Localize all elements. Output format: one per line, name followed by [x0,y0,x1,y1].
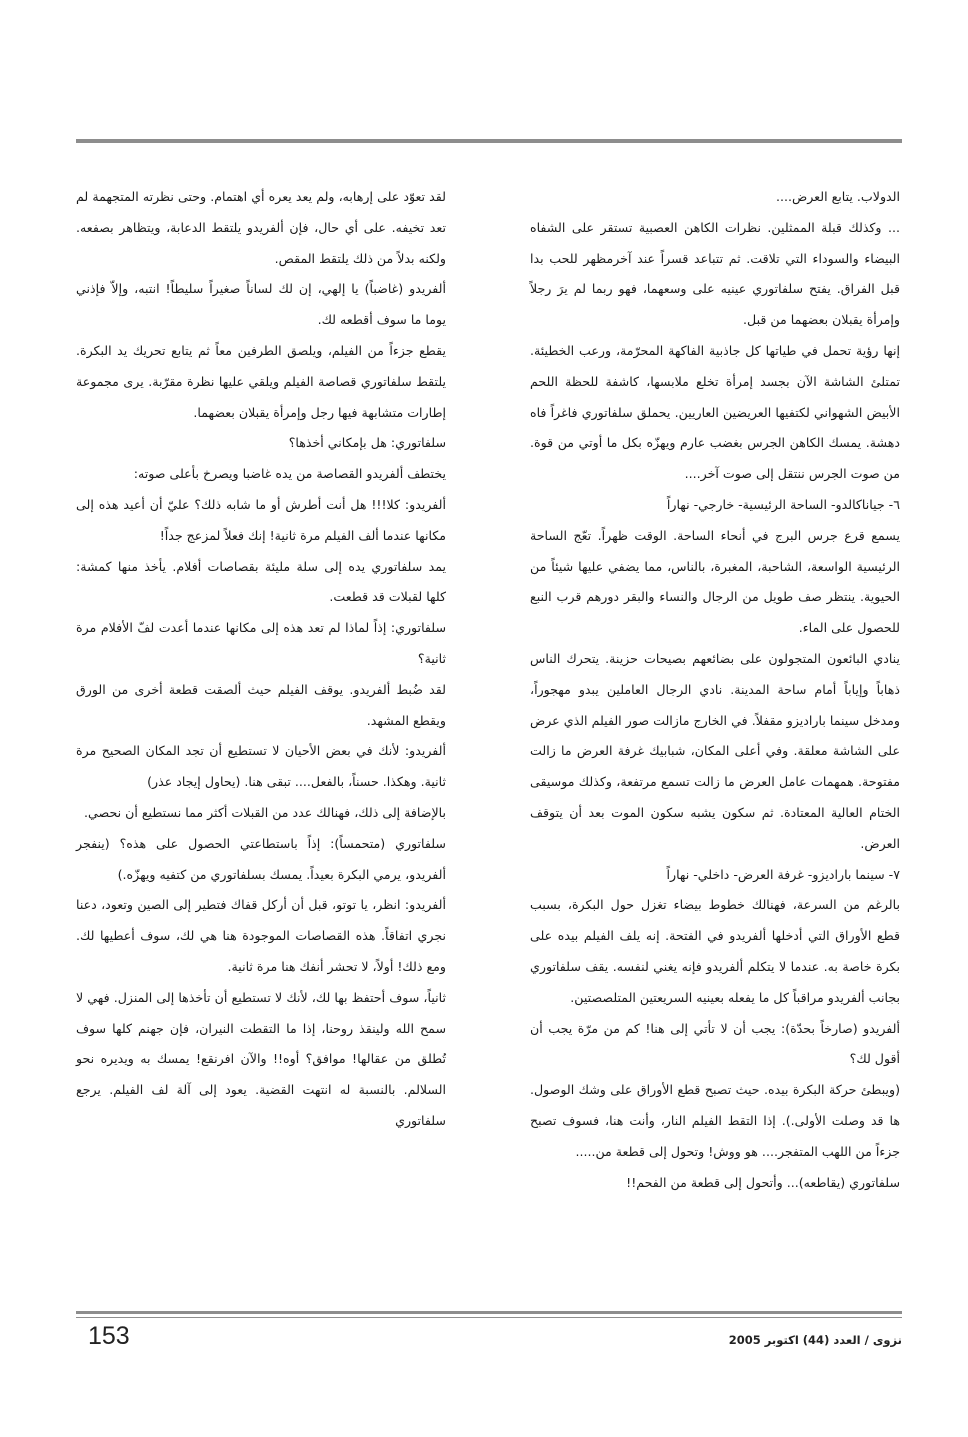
footer-rule [76,1311,902,1314]
scene-heading: ٧- سينما باراديزو- غرفة العرض- داخلي- نهاراً [666,866,900,882]
paragraph: لقد ضُبط ألفريدو. يوقف الفيلم حيث ألصقت قطعة أخرى من الورق ويقطع المشهد. [76,681,446,728]
top-rule [76,139,902,143]
paragraph: ألفريدو: لأنك في بعض الأحيان لا تستطيع أن تجد المكان الصحيح مرة ثانية. وهكذا. حسناً، بالفعل.... تبقى هنا. (يحاول إيجاد عذر) [76,743,446,790]
paragraph: بالرغم من السرعة، فهنالك خطوط بيضاء تغزل حول البكرة، بسبب قطع الأوراق التي أدخلها ألفريدو في الفتحة. إنه يلف الفيلم بيده على بكرة خاصة به. عندما لا يتكلم ألفريدو فإنه يغني لنفسه. يقف سلفاتوري بجانب ألفريدو مراقباً كل ما يفعله بعينيه السريعتين المتلصصتين. [530,897,900,1005]
issue-footer: نزوى / العدد (44) اكتوبر 2005 [728,1333,902,1347]
paragraph: ألفريدو (صارخاً بحدّة): يجب أن لا تأتي إلى هنا! كم من مرّة يجب أن أقول لك؟ [530,1020,900,1067]
paragraph: يسمع قرع جرس البرج في أنحاء الساحة. الوقت ظهراً. تعّج الساحة الرئيسية الواسعة، الشاحبة، المغبرة، بالناس، مما يضفي عليها شيئاً من الحيوية. ينتظر صف طويل من الرجال والنساء والبقر دورهم قرب النبع للحصول على الماء. [530,527,900,636]
paragraph: سلفاتوري: إذاً لماذا لم تعد هذه إلى مكانها عندما أعدت لفّ الأفلام مرة ثانية؟ [76,620,446,666]
article-column-right [530,182,900,1198]
paragraph: سلفاتوري (متحمساً): إذاً باستطاعتي الحصول على هذه؟ (ينفجر ألفريدو، يرمي البكرة بعيداً. يمسك بسلفاتوري من كتفيه ويهزّه.) [76,835,446,882]
paragraph: يقطع جزءاً من الفيلم، ويلصق الطرفين معاً ثم يتابع تحريك يد البكرة. يلتقط سلفاتوري قصاصة الفيلم ويلقي عليها نظرة مقرّبة. يرى مجموعة إطارات متشابهة فيها رجل وإمرأة يقبلان بعضهما. [76,342,446,420]
paragraph: ألفريدو: كلا!!! هل أنت أطرش أو ما شابه ذلك؟ عليّ أن أعيد هذه إلى مكانها عندما ألف الفيلم مرة ثانية! إنك فعلاً لمزعج جداً! [76,496,446,543]
paragraph: سلفاتوري (يقاطعه)... وأتحول إلى قطعة من الفحم!! [626,1174,900,1190]
paragraph: سلفاتوري: هل بإمكاني أخذها؟ [288,435,446,451]
paragraph: يختطف ألفريدو القصاصة من يده غاضبا ويصرخ بأعلى صوته: [133,466,446,482]
paragraph: بالإضافة إلى ذلك، فهنالك عدد من القبلات أكثر مما نستطيع أن نحصي. [84,804,446,820]
paragraph: إنها رؤية تحمل في طياتها كل جاذبية الفاكهة المحرّمة، ورعب الخطيئة. تمتلئ الشاشة الآن بجسد إمرأة تخلع ملابسها، كاشفة للحظة اللحم الأبيض الشهواني لكتفيها العريضين العاريين. يحملق سلفاتوري فاغراً فاه دهشة. يمسك الكاهن الجرس بغضب عارم ويهزّه بكل ما أوتي من قوة. من صوت الجرس ننتقل إلى صوت آخر.... [530,342,900,482]
article-column-left [76,182,446,1137]
paragraph: ألفريدو: انظر، يا توتو، قبل أن أركل قفاك فتطير إلى الصين وتعود، دعنا نجري اتفاقاً. هذه القصاصات الموجودة هنا هي لك، سوف أعطيها لك. ومع ذلك! أولاً، لا تحشر أنفك هنا مرة ثانية. [76,897,446,974]
paragraph: ... وكذلك قبلة الممثلين. نظرات الكاهن العصبية تستقر على الشفاه البيضاء والسوداء التي تلاقت. ثم تتباعد قسراً عند آخرمظهر للحب بدا قبل الفراق. يفتح سلفاتوري عينيه على وسعهما، فهو ربما لم يرَ رجلاً وإمرأة يقبلان بعضهما من قبل. [530,219,900,328]
paragraph: يمد سلفاتوري يده إلى سلة مليئة بقصاصات أفلام. يأخذ منها كمشة: كلها لقبلات قد قطعت. [76,558,446,605]
paragraph: ثانياً، سوف أحتفظ بها لك، لأنك لا تستطيع أن تأخذها إلى المنزل. فهي لا سمح الله ولينقذ روحنا، إذا ما التقطت النيران، فإن جهنم كلها سوف تُطلق من عقالها! موافق؟ أوه!! والآن افرنقع! يمسك به ويديره نحو السلالم. بالنسبة له انتهت القضية. يعود إلى آلة لف الفيلم. يرجع سلفاتوري [76,989,446,1128]
paragraph: ينادي البائعون المتجولون على بضائعهم بصيحات حزينة. يتحرك الناس ذهاباً وإياباً أمام ساحة المدينة. نادي الرجال العاملين يبدو مهجوراً، ومدخل سينما باراديزو مقفلاً. في الخارج مازالت صور الفيلم الذي عرض على الشاشة معلقة. وفي أعلى المكان، شبابيك غرفة العرض ما زالت مفتوحة. همهمات عامل العرض ما زالت تسمع مرتفعة، وكذلك موسيقى الختام العالية المعتادة. ثم سكون يشبه سكون الموت بعد أن يتوقف العرض. [530,650,900,851]
paragraph: (ويبطئ حركة البكرة بيده. حيث تصبح قطع الأوراق على وشك الوصول. ها قد وصلت الأولى.). إذا التقط الفيلم النار، وأنت هنا، فسوف تصبح جزءاً من اللهب المتفجر.... هو ووش! وتحول إلى قطعة من..... [530,1082,900,1159]
scene-heading: ٦- جياناكالدو- الساحة الرئيسية- خارجي- نهاراً [666,496,900,512]
page-number: 153 [88,1322,130,1350]
footer-rule-thin [76,1317,902,1318]
paragraph: ألفريدو (غاضباً) يا إلهي، إن لك لساناً صغيراً سليطاً! انتبه، وإلاّ فإذني يوما ما سوف أقطعه لك. [76,281,446,328]
paragraph: لقد تعوّد على إرهابه، ولم يعد يعره أي اهتمام. وحتى نظرته المتجهمة لم تعد تخيفه. على أي حال، فإن ألفريدو يلتقط الدعابة، ويتظاهر بصفعه. ولكنه بدلاً من ذلك يلتقط المقص. [76,189,446,266]
paragraph: الدولاب. يتابع العرض.... [775,189,900,204]
